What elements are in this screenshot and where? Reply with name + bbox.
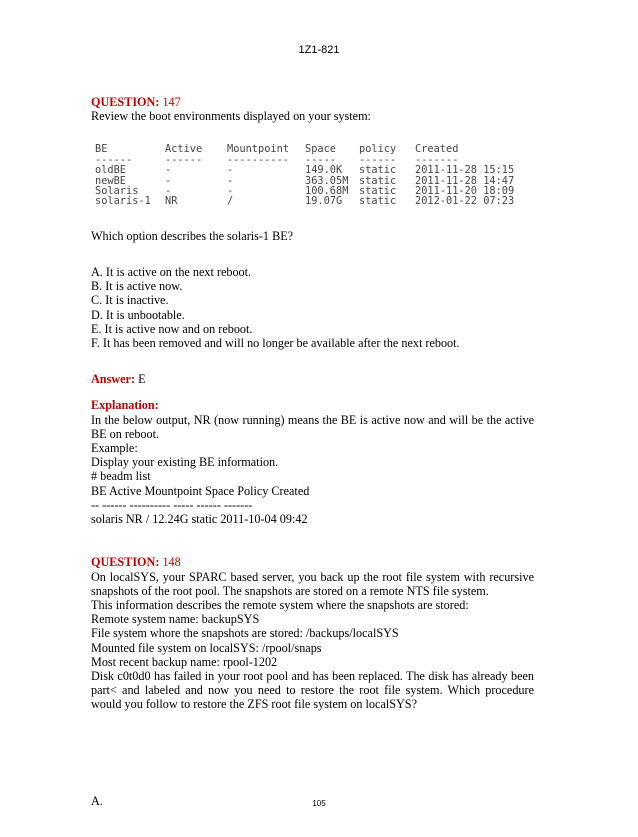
- cell-be: oldBE: [95, 164, 126, 177]
- explanation-text: BE Active Mountpoint Space Policy Created: [91, 483, 310, 498]
- dash-cell: -------: [415, 153, 459, 166]
- question-148-text: On localSYS, your SPARC based server, you back up the root file system with recursive snapshots of the root pool. The snapshots are stored on a remote NTS file system.: [91, 569, 534, 598]
- explanation-text: Example:: [91, 441, 138, 456]
- cell-created: 2011-11-20 18:09: [415, 185, 515, 198]
- dash-cell: ----------: [227, 153, 289, 166]
- col-header-be: BE: [95, 143, 108, 156]
- cell-policy: static: [359, 185, 397, 198]
- option-b: B. It is active now.: [91, 279, 183, 294]
- cell-active: -: [165, 174, 172, 187]
- col-header-active: Active: [165, 143, 203, 156]
- question-number: 148: [162, 555, 181, 570]
- cell-mountpoint: -: [227, 174, 234, 187]
- explanation-text: -- ------ ---------- ----- ------ -------: [91, 497, 253, 512]
- cell-created: 2011-11-28 14:47: [415, 174, 515, 187]
- question-148-body: [91, 570, 534, 712]
- page-content: [91, 95, 534, 712]
- question-148-text: Remote system name: backupSYS: [91, 612, 260, 627]
- question-148-text: File system whore the snapshots are stored: /backups/localSYS: [91, 626, 399, 641]
- explanation-label: Explanation:: [91, 398, 159, 413]
- table-row: [95, 196, 525, 206]
- question-148-text: Most recent backup name: rpool-1202: [91, 654, 278, 669]
- cell-mountpoint: -: [227, 164, 234, 177]
- answer-value: E: [138, 372, 146, 387]
- cell-active: -: [165, 185, 172, 198]
- cell-be: newBE: [95, 174, 126, 187]
- answer-options: [91, 265, 534, 350]
- page-number: 105: [312, 799, 326, 808]
- question-147-heading: [91, 95, 534, 109]
- cell-mountpoint: -: [227, 185, 234, 198]
- question-148-heading: [91, 555, 534, 569]
- cell-created: 2012-01-22 07:23: [415, 195, 515, 208]
- col-header-created: Created: [415, 143, 459, 156]
- option-e: E. It is active now and on reboot.: [91, 321, 253, 336]
- question-148-text: Disk c0t0d0 has failed in your root pool and has been replaced. The disk has already been part< and labeled and now you need to restore the root file system. Which procedure would you follow to restore the ZFS root file system on localSYS?: [91, 668, 534, 712]
- dash-cell: ------: [165, 153, 203, 166]
- cell-active: -: [165, 164, 172, 177]
- question-number: 147: [162, 95, 181, 109]
- cell-be: Solaris: [95, 185, 139, 198]
- beadm-output-image: [95, 144, 525, 206]
- question-label: QUESTION:: [91, 555, 160, 570]
- explanation-body: [91, 413, 534, 527]
- cell-active: NR: [165, 195, 178, 208]
- explanation-text: solaris NR / 12.24G static 2011-10-04 09:42: [91, 512, 308, 527]
- option-f: F. It has been removed and will no longer be available after the next reboot.: [91, 336, 460, 351]
- cell-space: 100.68M: [305, 185, 349, 198]
- col-header-policy: policy: [359, 143, 397, 156]
- explanation-text: Display your existing BE information.: [91, 455, 279, 470]
- question-147-prompt: Review the boot environments displayed on your system:: [91, 109, 371, 124]
- question-148-text: Mounted file system on localSYS: /rpool/snaps: [91, 640, 322, 655]
- cell-space: 363.05M: [305, 174, 349, 187]
- cell-space: 19.07G: [305, 195, 343, 208]
- option-a: A. It is active on the next reboot.: [91, 265, 252, 280]
- explanation-text: # beadm list: [91, 469, 151, 484]
- question-148-text: This information describes the remote system where the snapshots are stored:: [91, 597, 469, 612]
- dash-cell: -----: [305, 153, 336, 166]
- option-c: C. It is inactive.: [91, 293, 169, 308]
- cell-created: 2011-11-28 15:15: [415, 164, 515, 177]
- boot-environment-table: [95, 144, 525, 206]
- dash-cell: ------: [95, 153, 133, 166]
- cell-mountpoint: /: [227, 195, 234, 208]
- answer-label: Answer:: [91, 372, 136, 387]
- cell-space: 149.0K: [305, 164, 343, 177]
- cell-be: solaris-1: [95, 195, 151, 208]
- cell-policy: static: [359, 164, 397, 177]
- cell-policy: static: [359, 195, 397, 208]
- col-header-mountpoint: Mountpoint: [227, 143, 289, 156]
- page-header: 1Z1-821: [298, 44, 340, 56]
- option-d: D. It is unbootable.: [91, 307, 185, 322]
- cell-policy: static: [359, 174, 397, 187]
- answer-line: [91, 372, 534, 386]
- question-147-text: Which option describes the solaris-1 BE?: [91, 228, 294, 243]
- dash-cell: ------: [359, 153, 397, 166]
- question-label: QUESTION:: [91, 95, 160, 109]
- explanation-text: In the below output, NR (now running) means the BE is active now and will be the active BE on reboot.: [91, 412, 534, 441]
- question-148-option-a: A.: [91, 794, 103, 808]
- col-header-space: Space: [305, 143, 336, 156]
